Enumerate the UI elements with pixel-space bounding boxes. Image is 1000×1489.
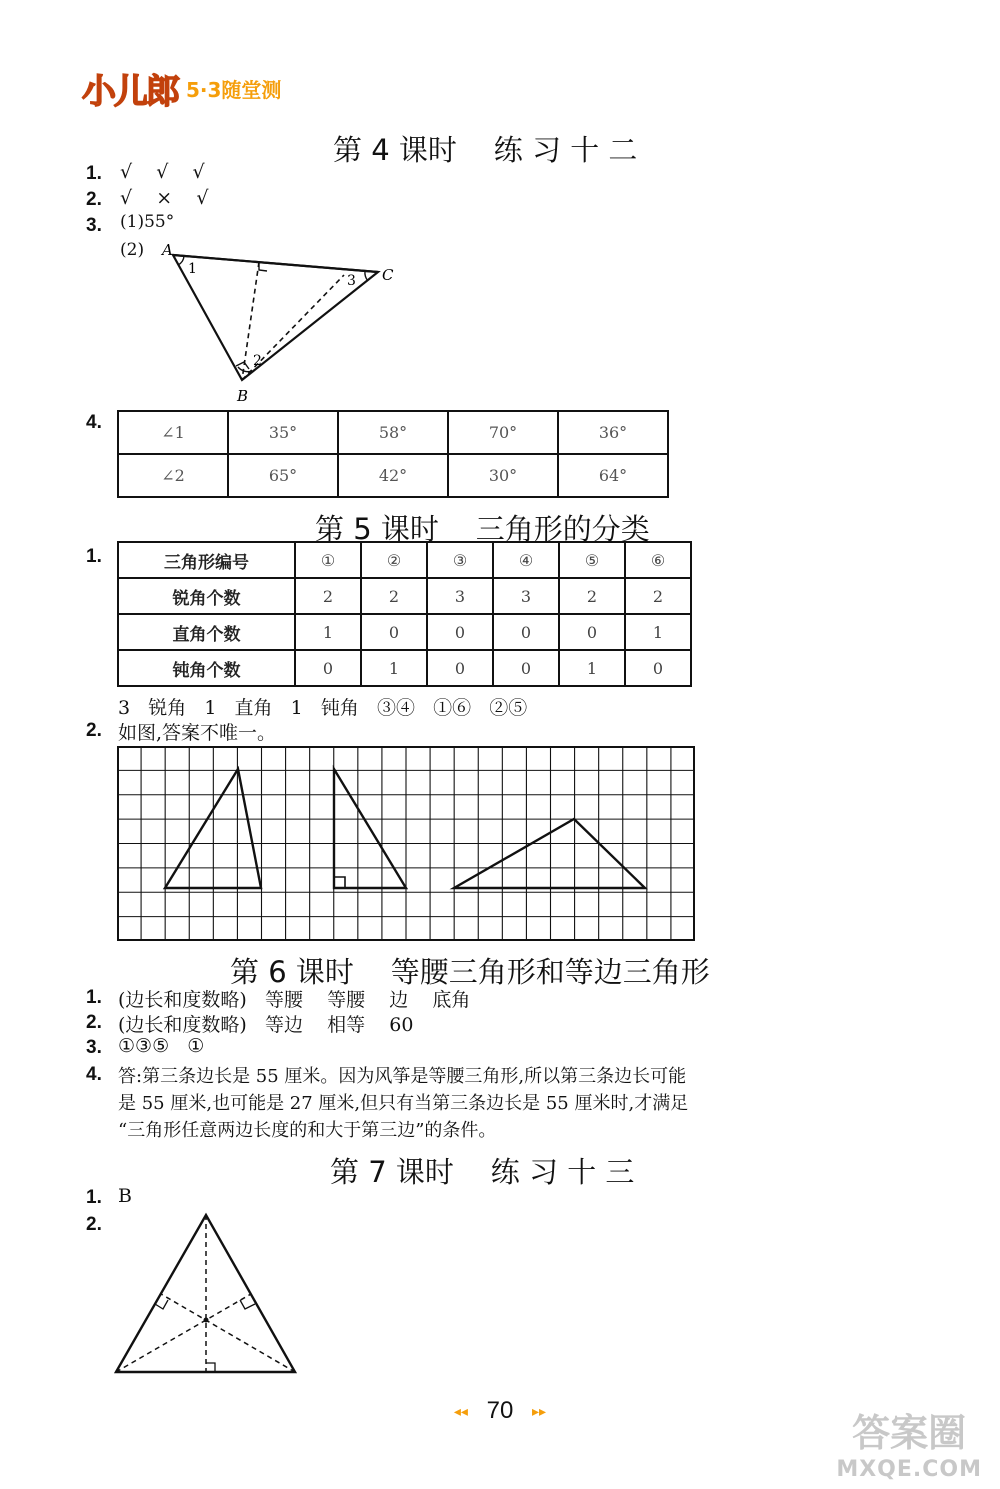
logo-subtitle: 5·3随堂测 — [186, 77, 282, 102]
table-cell: ④ — [493, 542, 559, 578]
table-cell: 0 — [427, 650, 493, 686]
table-cell: 2 — [559, 578, 625, 614]
table-cell: 35° — [228, 411, 338, 454]
grid-triangle-obtuse — [454, 819, 645, 888]
table-cell: ⑤ — [559, 542, 625, 578]
l6-q4-line-3: “三角形任意两边长度的和大于第三边”的条件。 — [118, 1120, 497, 1141]
angle-arc-3 — [365, 271, 368, 281]
table-cell: ∠1 — [118, 411, 228, 454]
l6-q4-line-2: 是 55 厘米,也可能是 27 厘米,但只有当第三条边长是 55 厘米时,才满足 — [118, 1093, 689, 1114]
table-cell: 1 — [361, 650, 427, 686]
right-angle-mark — [240, 1300, 255, 1309]
q3-answer-1: (1)55° — [120, 212, 175, 232]
l6-q3-number: 3. — [86, 1037, 102, 1058]
l6-q1-answer: (边长和度数略) 等腰 等腰 边 底角 — [118, 989, 471, 1011]
table-cell: 58° — [338, 411, 448, 454]
l6-q4-number: 4. — [86, 1064, 102, 1085]
l6-q3-answer: ①③⑤ ① — [118, 1035, 205, 1057]
table-cell: 1 — [625, 614, 691, 650]
l6-q1-number: 1. — [86, 987, 102, 1008]
triangle-classification-table — [117, 541, 692, 687]
table-cell: 0 — [295, 650, 361, 686]
q4-number: 4. — [86, 412, 102, 433]
table-cell: 64° — [558, 454, 668, 497]
l6-q2-answer: (边长和度数略) 等边 相等 60 — [118, 1014, 414, 1036]
table-row — [118, 614, 691, 650]
table-cell: 2 — [625, 578, 691, 614]
angle-arc-2 — [238, 367, 252, 372]
altitude-3 — [161, 1294, 295, 1372]
table-cell: 65° — [228, 454, 338, 497]
grid-figure — [117, 746, 695, 941]
l6-q2-number: 2. — [86, 1012, 102, 1033]
q1-answer: √ √ √ — [120, 161, 205, 183]
table-cell: 0 — [493, 650, 559, 686]
table-cell: 42° — [338, 454, 448, 497]
right-angle-mark — [206, 1363, 215, 1372]
table-cell: ⑥ — [625, 542, 691, 578]
table-cell: 2 — [361, 578, 427, 614]
l5-q1-number: 1. — [86, 546, 102, 567]
q3-answer-2-label: (2) — [120, 240, 145, 260]
l6-q4-line-1: 答:第三条边长是 55 厘米。因为风筝是等腰三角形,所以第三条边长可能 — [118, 1066, 687, 1087]
l7-q2-number: 2. — [86, 1214, 102, 1235]
altitude-2 — [116, 1294, 251, 1372]
grid-lines — [117, 746, 695, 941]
lesson6-title: 第 6 课时 等腰三角形和等边三角形 — [230, 955, 710, 989]
table-row — [118, 454, 668, 497]
table-row — [118, 578, 691, 614]
table-cell: 3 — [493, 578, 559, 614]
table-cell: 70° — [448, 411, 558, 454]
table-cell: 3 — [427, 578, 493, 614]
vertex-a-label: A — [162, 241, 173, 259]
table-cell: ② — [361, 542, 427, 578]
l5-q2-answer: 如图,答案不唯一。 — [118, 722, 277, 744]
watermark — [836, 1402, 982, 1482]
table-header-cell: 锐角个数 — [118, 578, 295, 614]
vertex-b-label: B — [237, 387, 249, 405]
table-cell: 36° — [558, 411, 668, 454]
table-cell: 1 — [295, 614, 361, 650]
table-cell: 0 — [493, 614, 559, 650]
page-number: 70 — [486, 1397, 514, 1424]
lesson7-title: 第 7 课时 练 习 十 三 — [330, 1155, 635, 1189]
table-cell: 1 — [559, 650, 625, 686]
watermark-logo: 答案圈 — [852, 1411, 967, 1455]
table-cell: 2 — [295, 578, 361, 614]
l5-q2-number: 2. — [86, 720, 102, 741]
table-cell: 0 — [427, 614, 493, 650]
l5-q1-answer: 3 锐角 1 直角 1 钝角 ③④ ①⑥ ②⑤ — [118, 697, 528, 719]
series-logo — [82, 66, 281, 110]
table-cell: ∠2 — [118, 454, 228, 497]
q1-number: 1. — [86, 163, 102, 184]
table-cell: ③ — [427, 542, 493, 578]
table-cell: 0 — [625, 650, 691, 686]
equilateral-triangle-figure — [110, 1205, 305, 1380]
center-point — [204, 1318, 209, 1323]
logo-text: 小儿郎 — [82, 71, 178, 112]
table-header-cell: 三角形编号 — [118, 542, 295, 578]
angle-3-label: 3 — [347, 273, 356, 289]
l7-q1-answer: B — [118, 1185, 132, 1207]
side-ac — [173, 255, 378, 272]
equilateral-triangle — [116, 1215, 295, 1372]
angle-1-label: 1 — [188, 261, 197, 277]
table-cell: 30° — [448, 454, 558, 497]
table-row — [118, 411, 668, 454]
q3-number: 3. — [86, 215, 102, 236]
table-row — [118, 650, 691, 686]
watermark-url: MXQE.COM — [836, 1457, 982, 1482]
angle-table — [117, 410, 669, 498]
table-header-cell: 直角个数 — [118, 614, 295, 650]
lesson4-title: 第 4 课时 练 习 十 二 — [333, 133, 638, 167]
q2-number: 2. — [86, 189, 102, 210]
next-arrows-icon: ▸▸ — [532, 1403, 547, 1420]
table-cell: ① — [295, 542, 361, 578]
prev-arrows-icon: ◂◂ — [453, 1403, 468, 1420]
l7-q1-number: 1. — [86, 1187, 102, 1208]
table-cell: 0 — [361, 614, 427, 650]
right-angle-mark — [334, 877, 345, 888]
table-cell: 0 — [559, 614, 625, 650]
vertex-c-label: C — [382, 266, 394, 284]
triangle-abc-figure — [140, 235, 410, 410]
q2-answer: √ × √ — [120, 187, 209, 209]
table-row — [118, 542, 691, 578]
angle-2-label: 2 — [253, 353, 262, 369]
lesson5-title: 第 5 课时 三角形的分类 — [315, 512, 650, 546]
grid-triangle-right — [334, 769, 406, 888]
table-header-cell: 钝角个数 — [118, 650, 295, 686]
